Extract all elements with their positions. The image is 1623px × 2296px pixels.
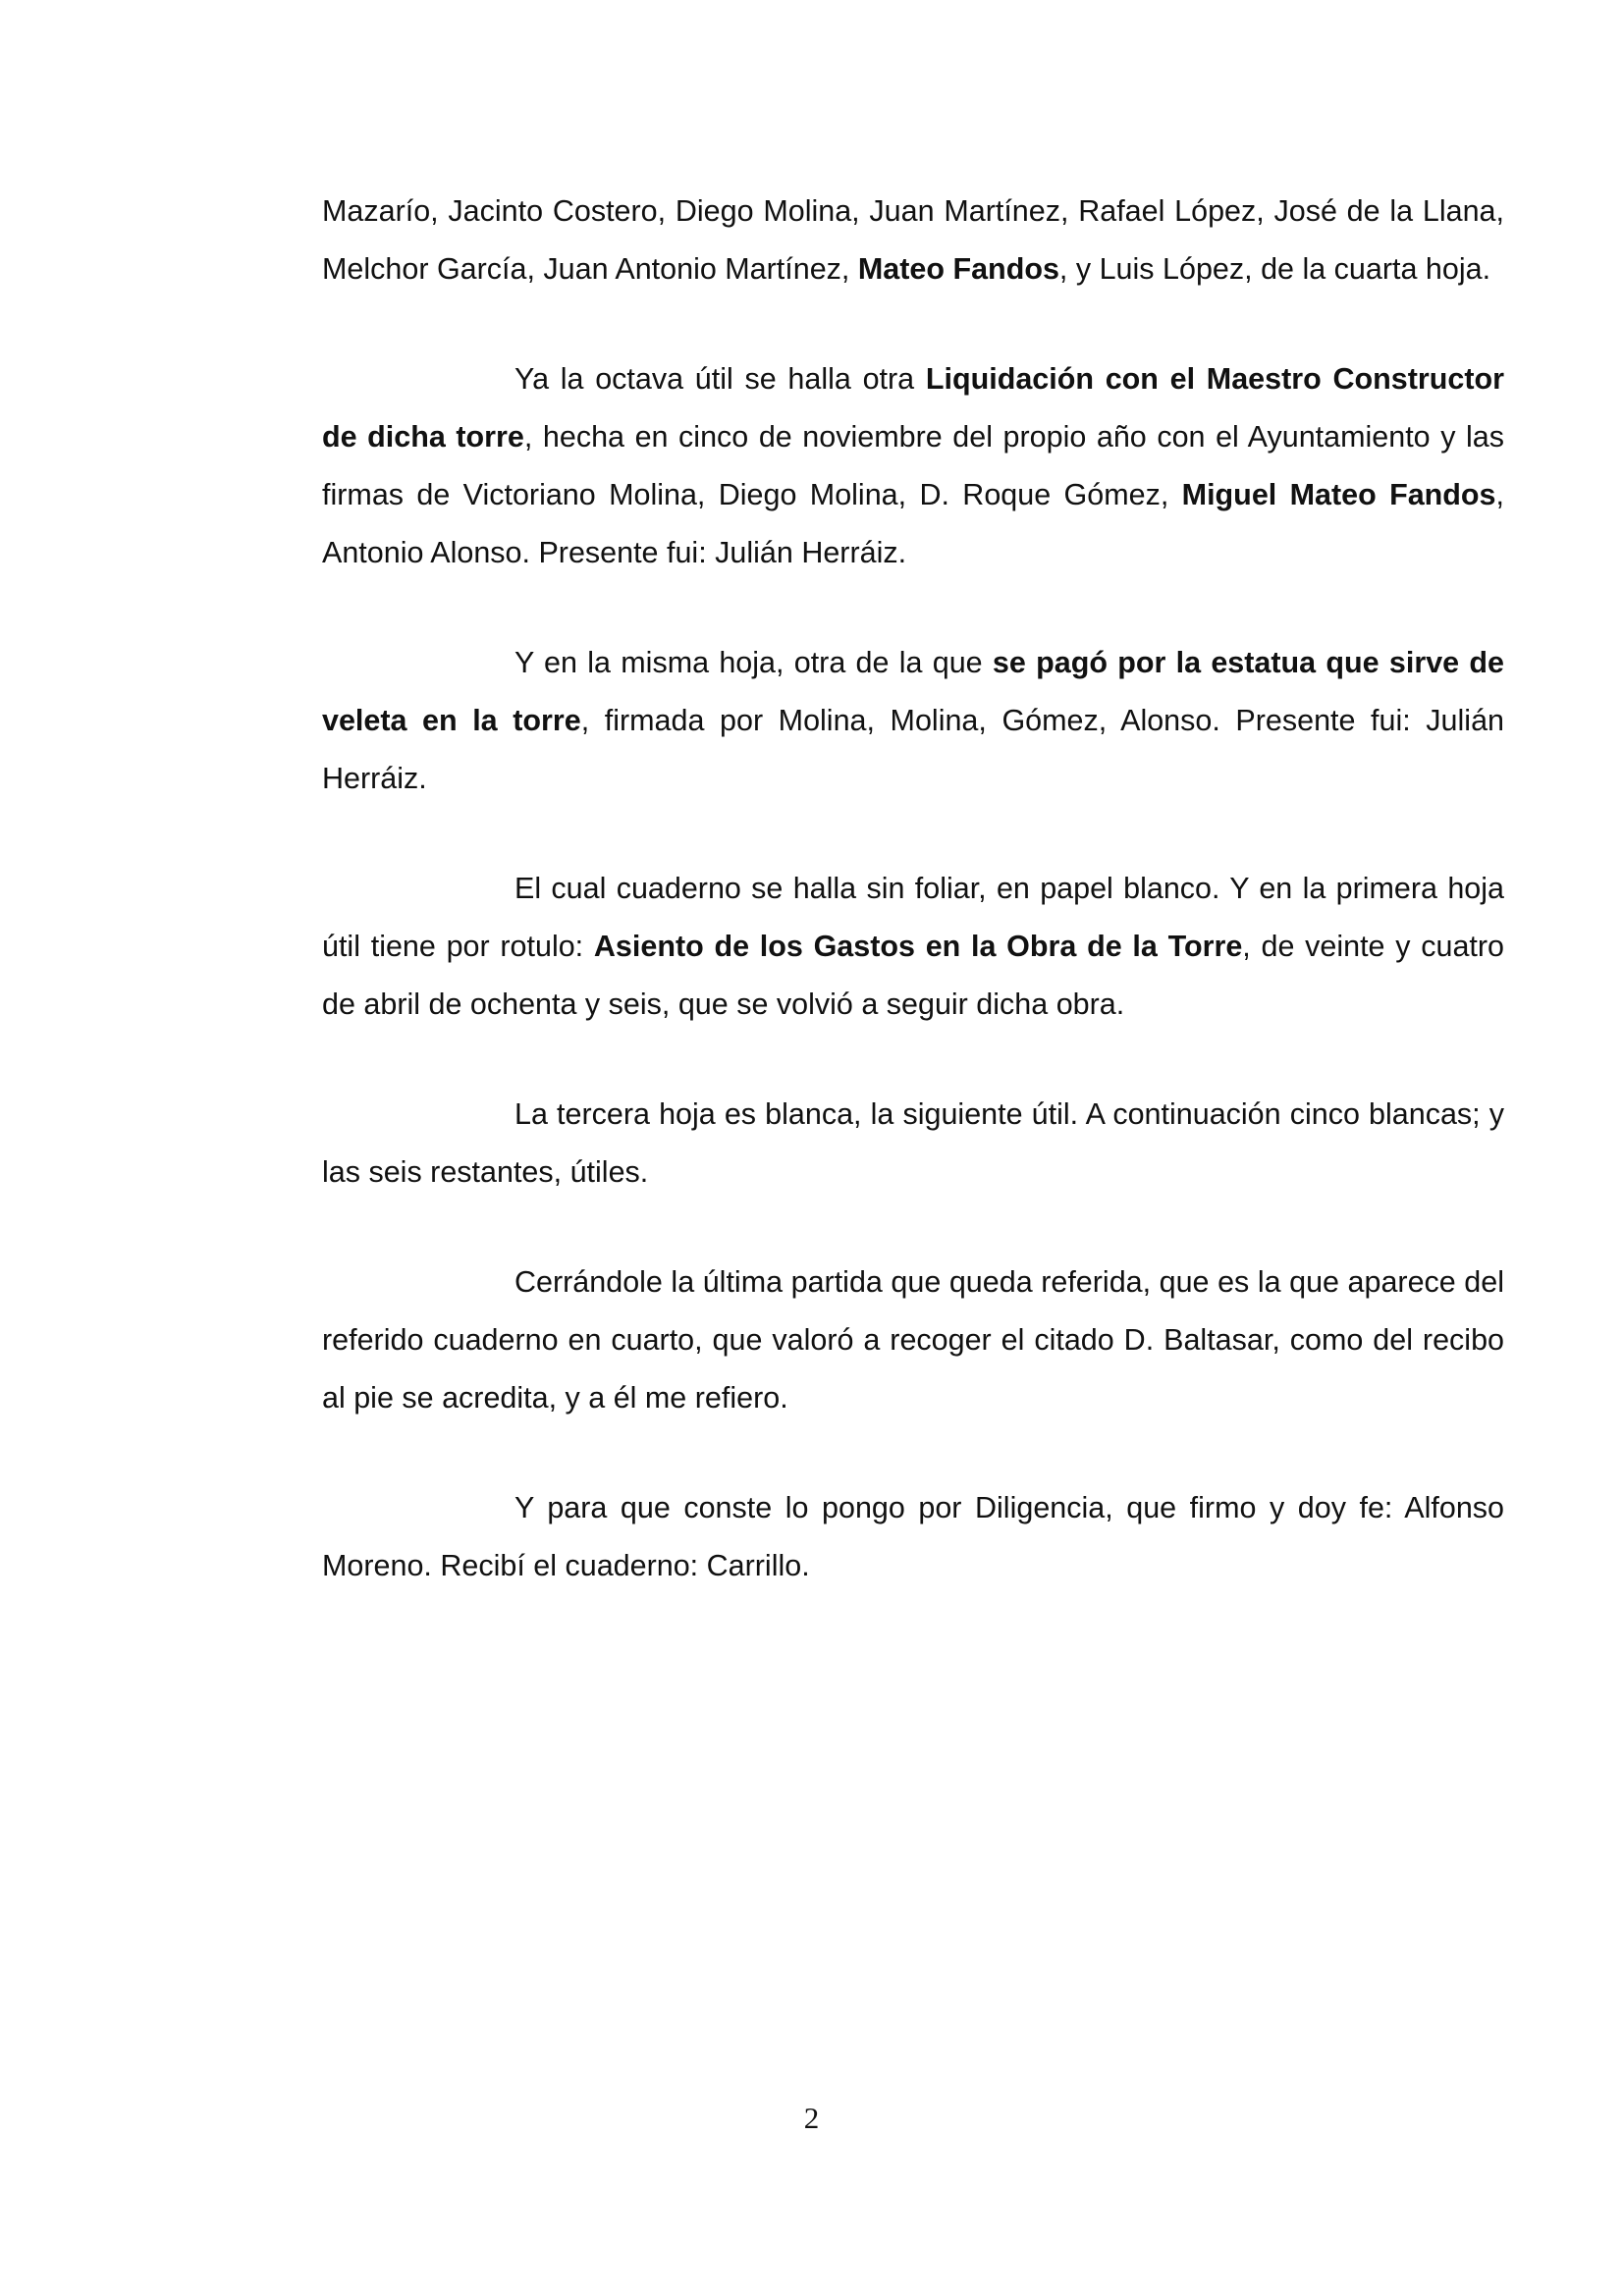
text-segment: , Antonio Alonso. Presente fui: Julián Herráiz.	[322, 478, 1505, 569]
bold-text-segment: Asiento de los Gastos en la Obra de la Torre	[593, 930, 1243, 963]
bold-text-segment: Mateo Fandos	[857, 252, 1059, 286]
text-segment: , hecha en cinco de noviembre del propio año con el Ayuntamiento y las firmas de Victoriano Molina, Diego Molina, D. Roque Gómez,	[322, 420, 1504, 511]
paragraph	[322, 634, 1504, 808]
bold-text-segment: se pagó por la estatua que sirve de veleta en la torre	[322, 646, 1504, 737]
text-segment: El cual cuaderno se halla sin foliar, en papel blanco. Y en la primera hoja útil tiene por rotulo:	[322, 872, 1504, 963]
document-body	[322, 183, 1504, 1647]
bold-text-segment: Miguel Mateo Fandos	[1181, 478, 1496, 511]
text-segment: Ya la octava útil se halla otra	[514, 362, 926, 396]
page-number: 2	[803, 2101, 820, 2135]
paragraph	[322, 1254, 1504, 1427]
paragraph	[322, 860, 1504, 1034]
text-segment: Cerrándole la última partida que queda referida, que es la que aparece del referido cuaderno en cuarto, que valoró a recoger el citado D. Baltasar, como del recibo al pie se acredita, y a él me refiero.	[322, 1265, 1504, 1415]
text-segment: La tercera hoja es blanca, la siguiente útil. A continuación cinco blancas; y las seis restantes, útiles.	[322, 1097, 1504, 1189]
paragraph	[322, 1086, 1504, 1201]
text-segment: , de veinte y cuatro de abril de ochenta y seis, que se volvió a seguir dicha obra.	[322, 930, 1504, 1021]
text-segment: Mazarío, Jacinto Costero, Diego Molina, Juan Martínez, Rafael López, José de la Llana, Melchor García, Juan Antonio Martínez,	[322, 194, 1504, 286]
bold-text-segment: Liquidación con el Maestro Constructor de dicha torre	[322, 362, 1504, 454]
paragraph	[322, 350, 1504, 582]
text-segment: , y Luis López, de la cuarta hoja.	[1058, 252, 1491, 286]
paragraph	[322, 183, 1504, 298]
paragraph	[322, 1479, 1504, 1595]
text-segment: Y en la misma hoja, otra de la que	[514, 646, 993, 679]
text-segment: , firmada por Molina, Molina, Gómez, Alonso. Presente fui: Julián Herráiz.	[322, 704, 1504, 795]
text-segment: Y para que conste lo pongo por Diligencia, que firmo y doy fe: Alfonso Moreno. Recibí el cuaderno: Carrillo.	[322, 1491, 1504, 1582]
